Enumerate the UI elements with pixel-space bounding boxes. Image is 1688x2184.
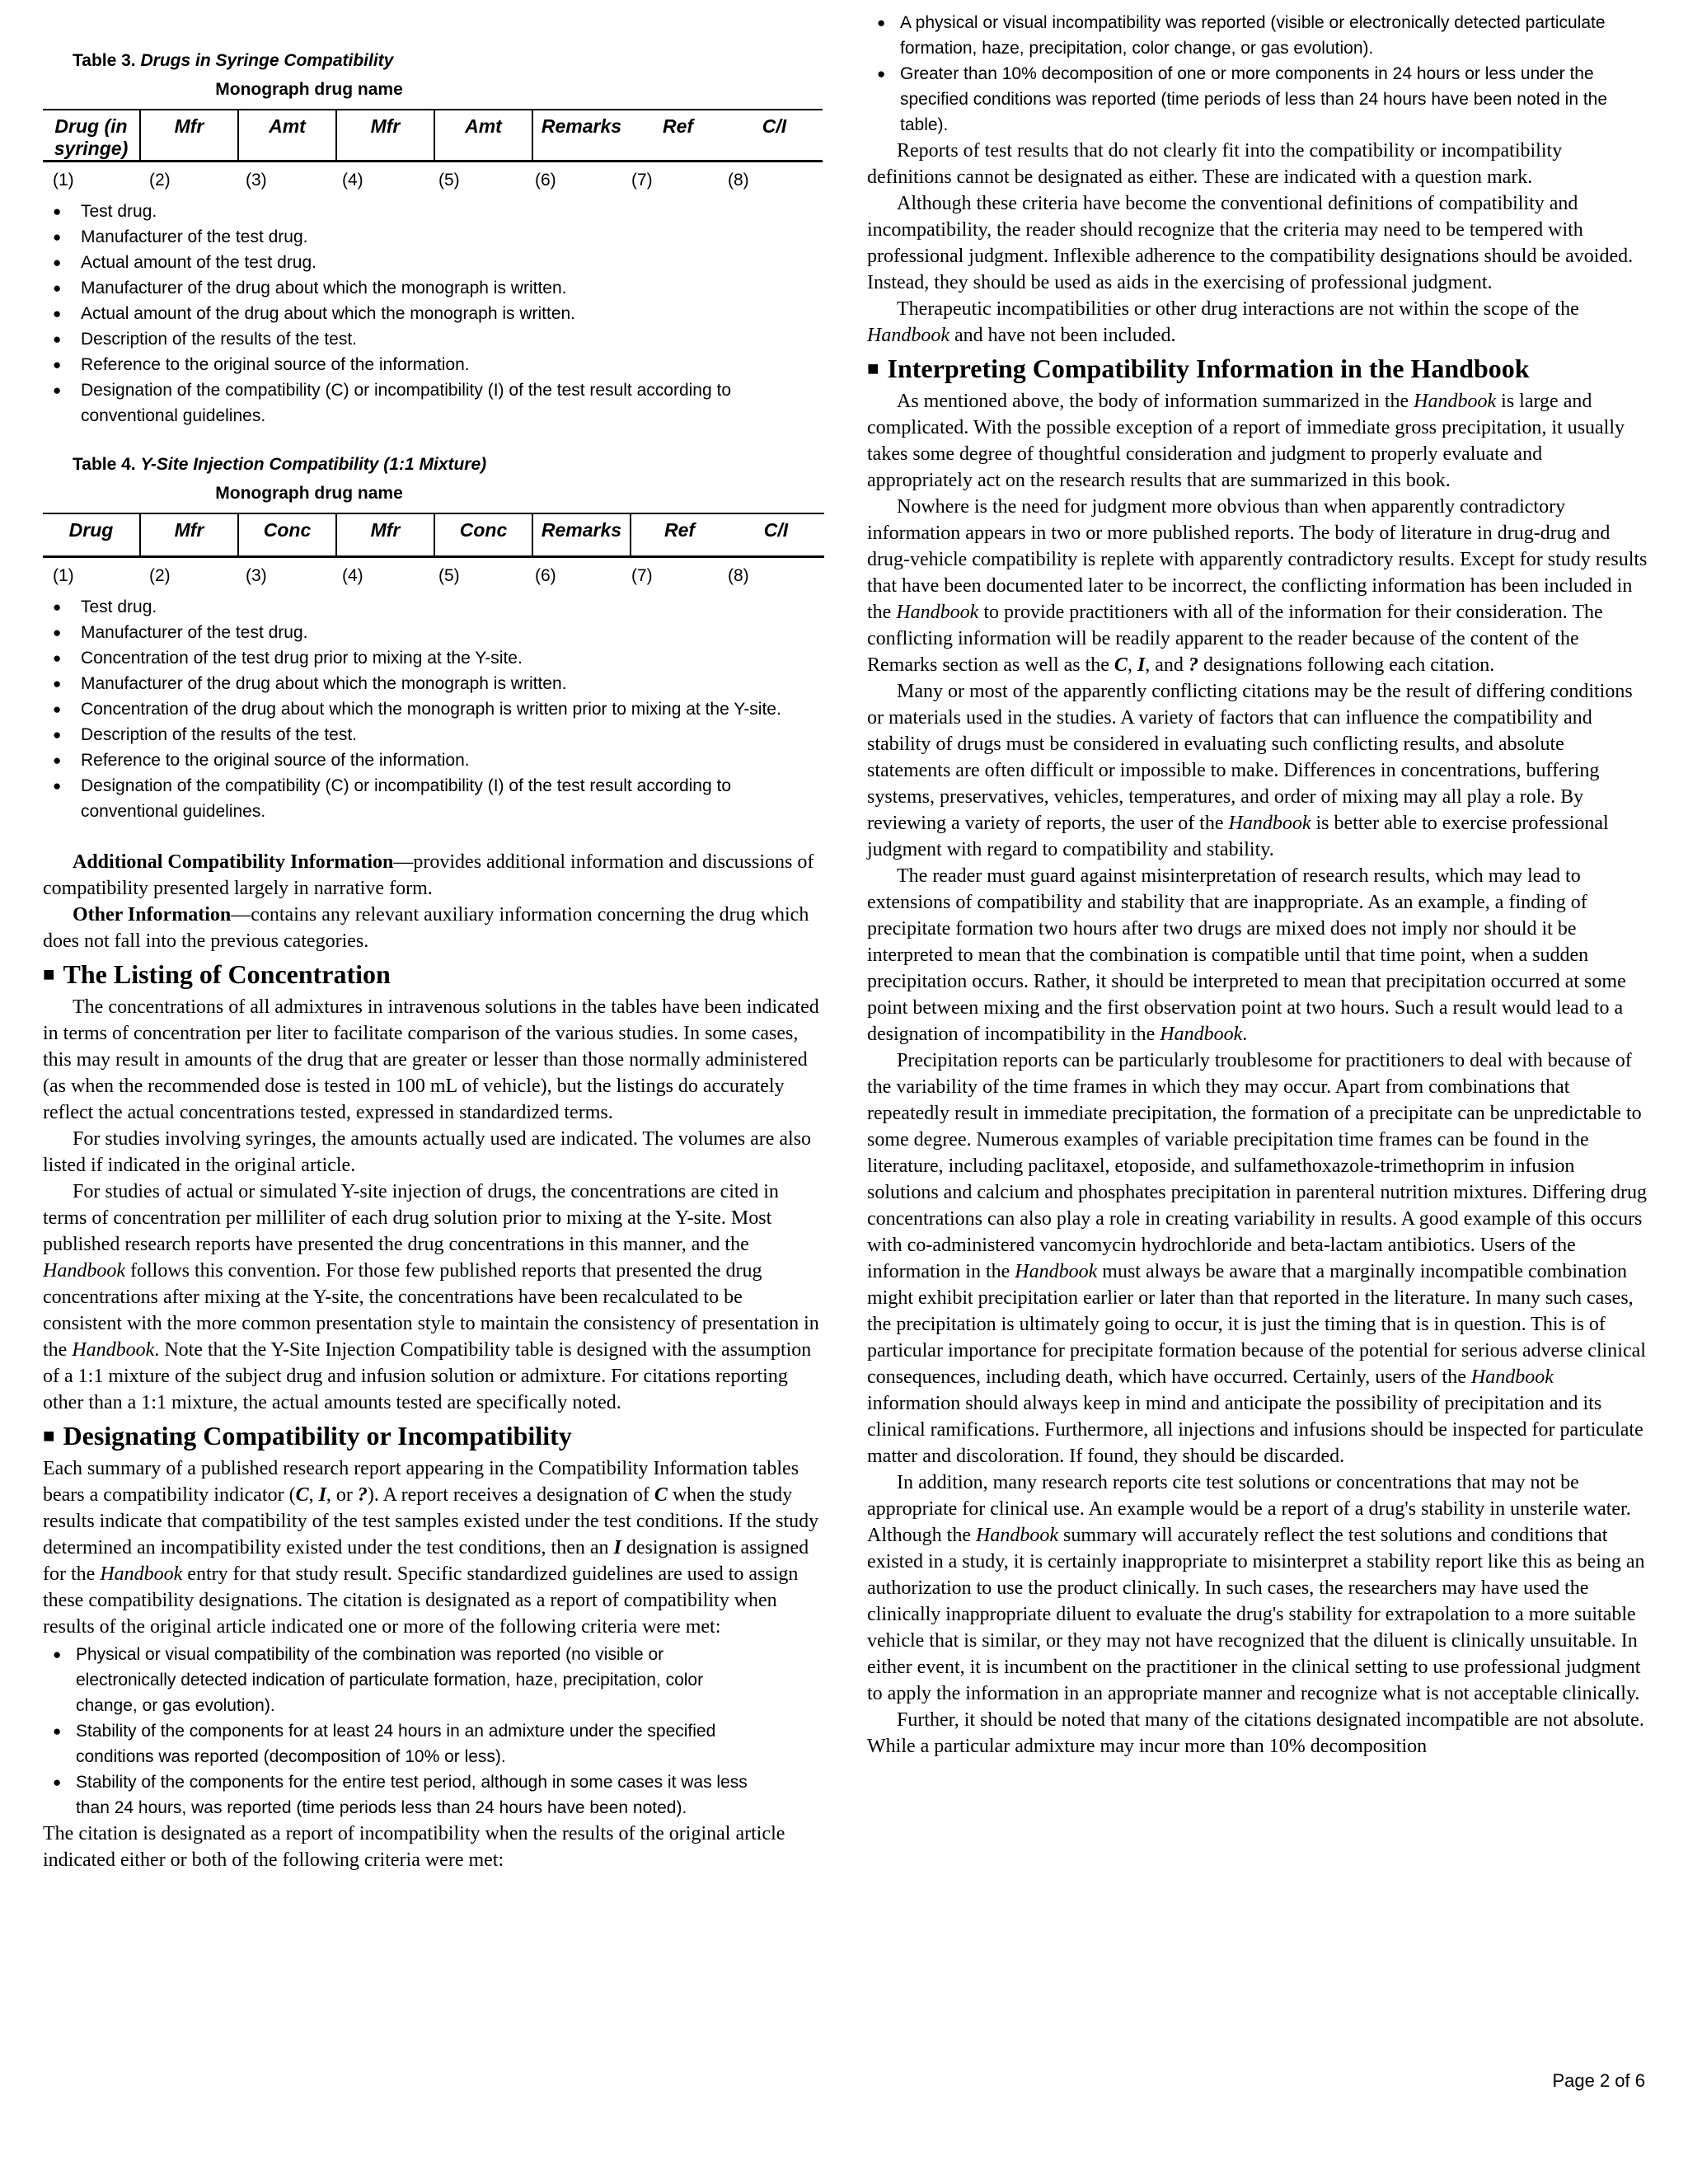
list-item: ● Manufacturer of the test drug. [43,620,785,645]
left-column [43,49,826,1873]
table3-number-row: (1) (2) (3) (4) (5) (6) (7) (8) [53,171,749,190]
list-item: ● Stability of the components for at least 24 hours in an admixture under the specified conditions was reported (decomposition of 10% or less). [43,1718,768,1769]
list-item: ● Concentration of the test drug prior to mixing at the Y-site. [43,645,785,671]
list-item: ● Test drug. [43,199,785,224]
table4-col-6: Remarks [532,513,631,557]
table3-caption: Table 3. Drugs in Syringe Compatibility [73,51,394,70]
other-info-paragraph: Other Information—contains any relevant auxiliary information concerning the drug which does not fall into the previous categories. [43,904,809,952]
table3-col-5: Amt [434,110,532,162]
table4-col-3: Conc [238,513,336,557]
square-bullet-icon: ■ [43,1426,55,1447]
paragraph: For studies of actual or simulated Y-site injection of drugs, the concentrations are cited in terms of concentration per milliliter of each drug solution prior to mixing at the Y-site. Most published research reports have presented the drug concentrations in this manner, and the Handbook follows this convention. For those few published reports that presented the drug concentrations after mixing at the Y-site, the concentrations have been recalculated to be consistent with the more common presentation style to maintain the consistency of presentation in the Handbook. Note that the Y-Site Injection Compatibility table is designed with the assumption of a 1:1 mixture of the subject drug and infusion solution or admixture. For citations reporting other than a 1:1 mixture, the actual amounts tested are specifically noted. [43,1181,819,1413]
list-item: ● Actual amount of the test drug. [43,250,785,275]
table4-subtitle: Monograph drug name [215,484,403,503]
section-heading-listing: ■ The Listing of Concentration [43,959,391,989]
list-item: ● Greater than 10% decomposition of one or more components in 24 hours or less under the specified conditions was reported (time periods of less than 24 hours have been noted in the table). [867,61,1650,138]
table4-number-row: (1) (2) (3) (4) (5) (6) (7) (8) [53,566,749,585]
list-item: ● A physical or visual incompatibility was reported (visible or electronically detected particulate formation, haze, precipitation, color change, or gas evolution). [867,10,1650,61]
paragraph: In addition, many research reports cite test solutions or concentrations that may not be appropriate for clinical use. An example would be a report of a drug's stability in unsterile water. Although the Handbook summary will accurately reflect the test solutions and conditions that existed in a study, it is certainly inappropriate to misinterpret a stability report like this as being an authorization to use the product clinically. In such cases, the researchers may have used the clinically inappropriate diluent to evaluate the drug's stability for extrapolation to a more suitable vehicle that is similar, or they may not have recognized that the diluent is clinically unsuitable. In either event, it is incumbent on the practitioner in the clinical setting to use professional judgment to apply the information in an appropriate manner and recognize what is not acceptable clinically. [867,1472,1645,1704]
table3-col-7: Ref [630,110,726,162]
paragraph: As mentioned above, the body of information summarized in the Handbook is large and complicated. With the possible exception of a report of immediate gross precipitation, it usually takes some degree of thoughtful consideration and judgment to properly evaluate and appropriately act on the research results that are summarized in this book. [867,391,1625,491]
list-item: ● Manufacturer of the test drug. [43,224,785,250]
page-number: Page 2 of 6 [1552,2070,1645,2091]
right-column [867,10,1650,1760]
list-item: ● Designation of the compatibility (C) or incompatibility (I) of the test result according to conventional guidelines. [43,377,768,429]
table3-col-6: Remarks [532,110,630,162]
section-heading-interpreting: ■ Interpreting Compatibility Information in the Handbook [867,354,1530,383]
list-item: ● Actual amount of the drug about which the monograph is written. [43,301,785,326]
table4-col-2: Mfr [140,513,238,557]
paragraph: The reader must guard against misinterpretation of research results, which may lead to extensions of compatibility and stability that are inappropriate. As an example, a finding of precipitate formation two hours after two drugs are mixed does not imply nor should it be interpreted to mean that the combination is compatible until that time point, when a sudden precipitation occurs. Rather, it should be interpreted to mean that precipitation occurred at some point between mixing and the first observation point at two hours. Such a result would lead to a designation of incompatibility in the Handbook. [867,865,1626,1045]
table3-col-2: Mfr [140,110,238,162]
list-item: ● Description of the results of the test. [43,326,785,352]
table3-col-8: C/I [726,110,823,162]
table3-col-1: Drug (in syringe) [43,110,140,162]
list-item: ● Stability of the components for the entire test period, although in some cases it was less than 24 hours, was reported (time periods less than 24 hours have been noted). [43,1769,785,1821]
incompatibility-criteria-list [867,10,1650,138]
table4-header [43,513,824,558]
list-item: ● Reference to the original source of the information. [43,352,785,377]
table3-header [43,109,823,162]
table3-col-3: Amt [238,110,336,162]
paragraph: Each summary of a published research report appearing in the Compatibility Information tables bears a compatibility indicator (C, I, or ?). A report receives a designation of C when the study results indicate that compatibility of the test samples existed under the test conditions. If the study determined an incompatibility existed under the test conditions, then an I designation is assigned for the Handbook entry for that study result. Specific standardized guidelines are used to assign these compatibility designations. The citation is designated as a report of compatibility when results of the original article indicated one or more of the following criteria were met: [43,1458,819,1638]
table4-legend [43,594,826,824]
compatibility-criteria-list [43,1642,826,1821]
table3-legend [43,199,826,429]
paragraph: Therapeutic incompatibilities or other drug interactions are not within the scope of the Handbook and have not been included. [867,298,1579,346]
paragraph: Nowhere is the need for judgment more obvious than when apparently contradictory information appears in two or more published reports. The body of literature in drug-drug and drug-vehicle compatibility is replete with apparently contradictory results. Except for study results that have been documented later to be incorrect, the conflicting information has been included in the Handbook to provide practitioners with all of the information for their consideration. The conflicting information will be readily apparent to the reader because of the content of the Remarks section as well as the C, I, and ? designations following each citation. [867,496,1648,676]
section-heading-designating: ■ Designating Compatibility or Incompatibility [43,1421,572,1451]
list-item: ● Test drug. [43,594,785,620]
paragraph: Precipitation reports can be particularly troublesome for practitioners to deal with because of the variability of the time frames in which they may occur. Apart from combinations that repeatedly result in immediate precipitation, the formation of a precipitate can be unpredictable to some degree. Numerous examples of variable precipitation time frames can be found in the literature, including paclitaxel, etoposide, and sulfamethoxazole-trimethoprim in infusion solutions and calcium and phosphates precipitation in parenteral nutrition mixtures. Differing drug concentrations can also play a role in creating variability in results. A good example of this occurs with co-administered vancomycin hydrochloride and beta-lactam antibiotics. Users of the information in the Handbook must always be aware that a marginally incompatible combination might exhibit precipitation earlier or later than that reported in the literature. In many such cases, the precipitation is ultimately going to occur, it is just the timing that is in question. This is of particular importance for precipitate formation because of the potential for serious adverse clinical consequences, including death, which have occurred. Certainly, users of the Handbook information should always keep in mind and anticipate the possibility of precipitation and its clinical ramifications. Furthermore, all injections and infusions should be inspected for particulate matter and discoloration. If found, they should be discarded. [867,1050,1647,1467]
paragraph: Reports of test results that do not clearly fit into the compatibility or incompatibility definitions cannot be designated as either. These are indicated with a question mark. [867,140,1563,188]
list-item: ● Physical or visual compatibility of the combination was reported (no visible or electronically detected indication of particulate formation, haze, precipitation, color change, or gas evolution). [43,1642,768,1718]
table4-col-4: Mfr [336,513,434,557]
paragraph: Although these criteria have become the conventional definitions of compatibility and incompatibility, the reader should recognize that the criteria may need to be tempered with professional judgment. Inflexible adherence to the compatibility designations should be avoided. Instead, they should be used as aids in the exercising of professional judgment. [867,193,1634,293]
paragraph: The concentrations of all admixtures in intravenous solutions in the tables have been indicated in terms of concentration per liter to facilitate comparison of the various studies. In some cases, this may result in amounts of the drug that are greater or lesser than those normally administered (as when the recommended dose is tested in 100 mL of vehicle), but the listings do accurately reflect the actual concentrations tested, expressed in standardized terms. [43,996,819,1123]
table3-col-4: Mfr [336,110,434,162]
list-item: ● Manufacturer of the drug about which the monograph is written. [43,671,785,696]
table4-col-7: Ref [631,513,728,557]
paragraph: For studies involving syringes, the amounts actually used are indicated. The volumes are also listed if indicated in the original article. [43,1128,812,1176]
paragraph: Further, it should be noted that many of the citations designated incompatible are not absolute. While a particular admixture may incur more than 10% decomposition [867,1709,1644,1757]
list-item: ● Reference to the original source of the information. [43,748,785,773]
square-bullet-icon: ■ [867,359,879,380]
list-item: ● Description of the results of the test. [43,722,785,748]
table4-caption: Table 4. Y-Site Injection Compatibility (1:1 Mixture) [73,455,487,474]
additional-info-paragraph: Additional Compatibility Information—provides additional information and discussions of compatibility presented largely in narrative form. [43,851,814,899]
list-item: ● Concentration of the drug about which the monograph is written prior to mixing at the Y-site. [43,696,801,722]
table3-subtitle: Monograph drug name [215,80,403,99]
table4-col-5: Conc [434,513,532,557]
list-item: ● Designation of the compatibility (C) or incompatibility (I) of the test result according to conventional guidelines. [43,773,768,824]
paragraph: Many or most of the apparently conflicting citations may be the result of differing conditions or materials used in the studies. A variety of factors that can influence the compatibility and stability of drugs must be considered in evaluating such conflicting results, and absolute statements are often difficult or impossible to make. Differences in concentrations, buffering systems, preservatives, vehicles, temperatures, and order of mixing may all play a role. By reviewing a variety of reports, the user of the Handbook is better able to exercise professional judgment with regard to compatibility and stability. [867,681,1633,860]
table4-col-1: Drug [43,513,140,557]
table4-col-8: C/I [728,513,824,557]
paragraph: The citation is designated as a report of incompatibility when the results of the original article indicated either or both of the following criteria were met: [43,1823,785,1871]
square-bullet-icon: ■ [43,964,55,986]
list-item: ● Manufacturer of the drug about which the monograph is written. [43,275,785,301]
